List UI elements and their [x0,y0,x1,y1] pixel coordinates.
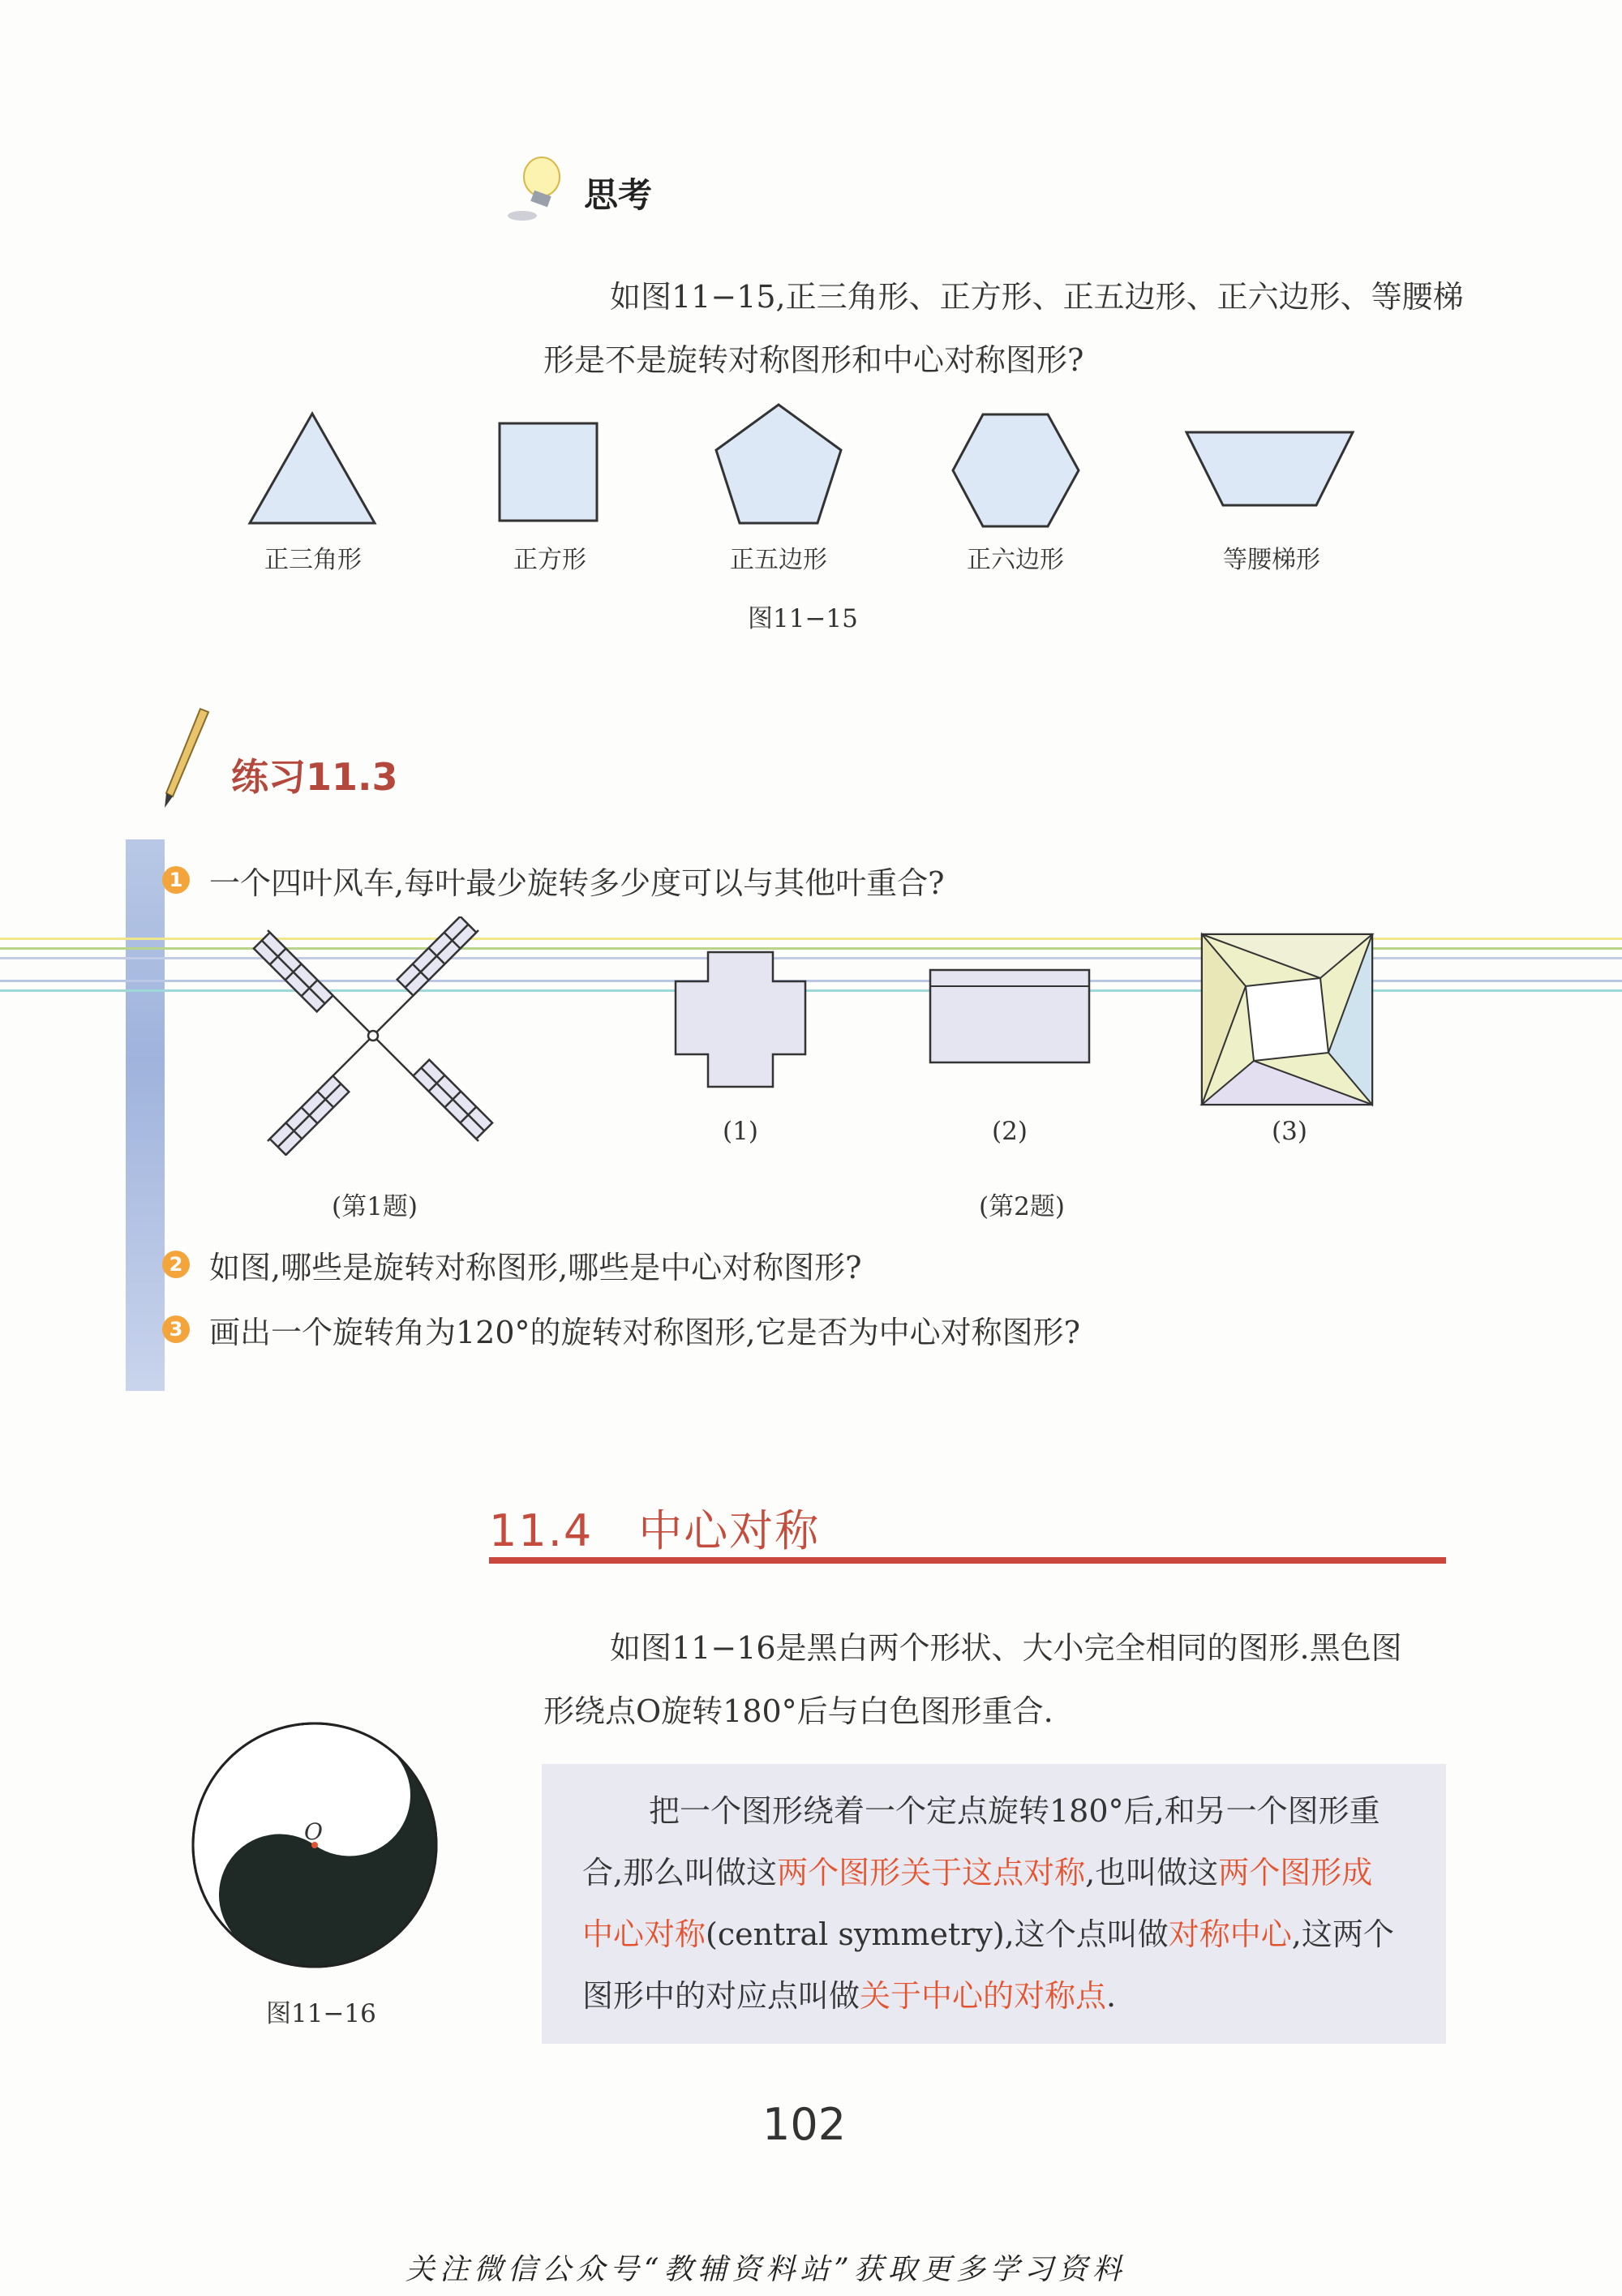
figure-caption-11-16: 图11−16 [266,1999,376,2028]
term-highlight: 对称中心 [1168,1916,1292,1952]
exercise-title: 练习11.3 [231,755,398,799]
definition-text: 合,那么叫做这 [582,1855,778,1890]
square-shape [496,420,602,526]
q2-label-1: (1) [723,1117,758,1146]
question-number-1: 1 [162,866,190,894]
definition-line1 [649,1780,1380,1842]
page-number: 102 [762,2099,847,2150]
shape-label-square: 正方形 [513,546,586,574]
q2-label-2: (2) [992,1117,1028,1146]
think-paragraph-line2: 形是不是旋转对称图形和中心对称图形? [543,342,1084,378]
think-title: 思考 [584,175,653,215]
q2-label-3: (3) [1272,1117,1307,1146]
decor-line [0,980,1622,982]
question-3-text: 画出一个旋转角为120°的旋转对称图形,它是否为中心对称图形? [209,1315,1080,1350]
term-highlight: 中心对称 [582,1916,706,1952]
cross-figure [672,949,809,1091]
section-number: 11.4 [489,1505,594,1556]
term-highlight: 关于中心的对称点 [860,1978,1107,2014]
definition-text: . [1106,1978,1117,2014]
figure-caption-11-15: 图11−15 [748,604,858,633]
question-2-text: 如图,哪些是旋转对称图形,哪些是中心对称图形? [209,1250,862,1285]
windmill-figure [251,916,495,1156]
think-paragraph-line1: 如图11−15,正三角形、正方形、正五边形、正六边形、等腰梯 [610,279,1464,315]
hexagon-shape [949,410,1083,531]
question-number-3: 3 [162,1315,190,1343]
question-1-caption: (第1题) [332,1192,418,1221]
section-rule [489,1557,1446,1564]
trapezoid-shape [1182,428,1357,509]
shape-label-trapezoid: 等腰梯形 [1223,546,1320,574]
pinwheel-square-figure [1199,931,1375,1108]
decor-line [0,947,1622,950]
definition-text: 把一个图形绕着一个定点旋转180°后,和另一个图形重 [649,1793,1380,1829]
section-paragraph-line2: 形绕点O旋转180°后与白色图形重合. [543,1693,1053,1729]
definition-text: ,也叫做这 [1085,1855,1219,1890]
decor-line [0,938,1622,940]
yin-yang-figure [189,1719,440,1971]
definition-line4 [582,1965,1116,2027]
section-paragraph-line1: 如图11−16是黑白两个形状、大小完全相同的图形.黑色图 [610,1630,1402,1666]
question-2-caption: (第2题) [979,1192,1065,1221]
shape-label-pentagon: 正五边形 [730,546,827,574]
lightbulb-icon [504,151,569,224]
definition-text: ,这两个 [1291,1916,1394,1952]
section-title: 中心对称 [638,1505,821,1556]
question-1-text: 一个四叶风车,每叶最少旋转多少度可以与其他叶重合? [209,865,945,901]
pencil-icon [158,706,215,811]
shape-label-triangle: 正三角形 [264,546,362,574]
triangle-shape [243,410,381,531]
rectangle-figure [927,967,1093,1068]
center-point-label: O [304,1818,323,1845]
term-highlight: 两个图形关于这点对称 [777,1855,1086,1890]
exercise-sidebar [126,839,165,1391]
definition-text: (central symmetry),这个点叫做 [706,1916,1169,1952]
footer-watermark: 关注微信公众号“教辅资料站”获取更多学习资料 [406,2253,1126,2286]
shape-label-hexagon: 正六边形 [967,546,1064,574]
decor-line [0,989,1622,992]
question-number-2: 2 [162,1251,190,1278]
definition-text: 图形中的对应点叫做 [582,1978,860,2014]
term-highlight: 两个图形成 [1218,1855,1373,1890]
definition-line2 [582,1842,1372,1903]
section-heading [489,1496,820,1559]
pentagon-shape [710,400,847,530]
definition-line3 [582,1903,1394,1965]
decor-line [0,957,1622,959]
